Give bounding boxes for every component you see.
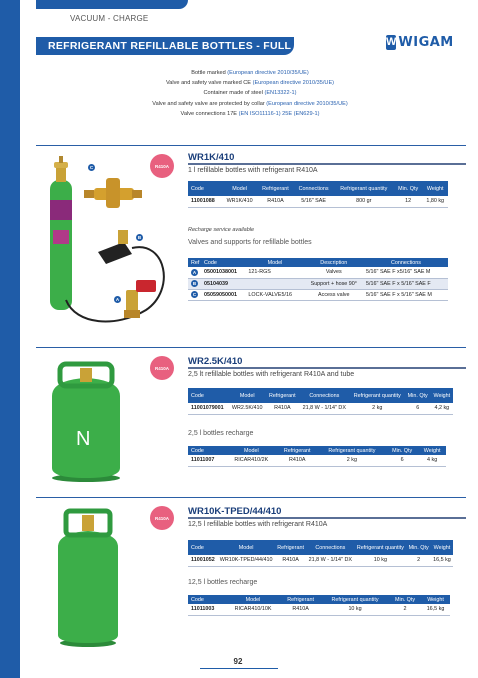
product-title-underline bbox=[188, 367, 466, 369]
product-image-wr1k bbox=[36, 150, 186, 340]
product-title-underline bbox=[188, 517, 466, 519]
product-table bbox=[188, 181, 448, 208]
image-label-c: C bbox=[89, 165, 94, 170]
page-number: 92 bbox=[233, 657, 243, 666]
service-note: Recharge service available bbox=[188, 227, 255, 233]
product-description: 1 l refillable bottles with refrigerant R410A bbox=[188, 167, 318, 174]
page-title: REFRIGERANT REFILLABLE BOTTLES - FULL bbox=[48, 40, 292, 52]
image-label-b: B bbox=[137, 235, 142, 240]
section-label: VACUUM - CHARGE bbox=[70, 14, 149, 23]
table-header-row: Code Model Refrigerant Connections Refrigerant quantity Min. Qty Weight bbox=[188, 181, 448, 196]
table-row: 11011003 RICAR410/10K R410A 10 kg 2 16,5 kg bbox=[188, 604, 450, 615]
product-table bbox=[188, 540, 453, 567]
spec-line: Valve and safety valve marked CE (European directive 2010/35/UE) bbox=[165, 80, 335, 87]
product-image-wr10k bbox=[36, 505, 136, 650]
table-header-row: Ref Code Model Description Connections bbox=[188, 258, 448, 267]
page-number-underline bbox=[200, 668, 278, 669]
sub-section-title: Valves and supports for refillable bottles bbox=[188, 239, 312, 246]
table-row: C 05059050001 LOCK-VALVE5/16 Access valve 5/16" SAE F x 5/16" SAE M bbox=[188, 289, 448, 300]
refrigerant-badge: R410A bbox=[150, 506, 174, 530]
spec-list bbox=[100, 68, 400, 119]
brand-name: WIGAM bbox=[398, 34, 454, 50]
product-title: WR10K-TPED/44/410 bbox=[188, 506, 282, 517]
product-title: WR1K/410 bbox=[188, 152, 235, 163]
table-row: 11001088 WR1K/410 R410A 5/16" SAE 800 gr 12 1,80 kg bbox=[188, 196, 448, 207]
image-label-n: N bbox=[76, 428, 91, 450]
sub-section-title: 12,5 l bottles recharge bbox=[188, 579, 258, 586]
table-row: B 05104039 Support + hose 90° 5/16" SAE F x 5/16" SAE F bbox=[188, 278, 448, 289]
image-label-a: A bbox=[115, 297, 120, 302]
spec-line: Valve connections 17E (EN ISO11116-1) 25E (EN629-1) bbox=[180, 110, 320, 117]
accessories-table bbox=[188, 258, 448, 301]
sub-section-title: 2,5 l bottles recharge bbox=[188, 430, 254, 437]
section-divider bbox=[36, 497, 466, 498]
recharge-table bbox=[188, 446, 446, 467]
table-header-row: Code Model Refrigerant Refrigerant quantity Min. Qty Weight bbox=[188, 446, 446, 455]
spec-line: Bottle marked (European directive 2010/35/UE) bbox=[191, 70, 309, 76]
spec-line: Valve and safety valve are protected by collar (European directive 2010/35/UE) bbox=[152, 100, 348, 107]
product-table bbox=[188, 388, 453, 415]
refrigerant-badge: R410A bbox=[150, 356, 174, 380]
table-row: 11001079001 WR2.5K/410 R410A 21,8 W - 1/14" DX 2 kg 6 4,2 kg bbox=[188, 403, 453, 414]
table-row: 11011007 RICAR410/2K R410A 2 kg 6 4 kg bbox=[188, 455, 446, 466]
section-divider bbox=[36, 145, 466, 146]
section-divider bbox=[36, 347, 466, 348]
table-row: 11001052 WR10K-TPED/44/410 R410A 21,8 W - 1/14" DX 10 kg 2 16,5 kg bbox=[188, 555, 453, 566]
product-title: WR2.5K/410 bbox=[188, 356, 243, 367]
section-tab bbox=[36, 0, 188, 9]
spec-line: Container made of steel (EN13322-1) bbox=[203, 90, 297, 97]
brand-logo bbox=[386, 33, 452, 51]
recharge-table bbox=[188, 595, 450, 616]
product-title-underline bbox=[188, 163, 466, 165]
table-header-row: Code Model Refrigerant Refrigerant quantity Min. Qty Weight bbox=[188, 595, 450, 604]
product-image-wr25k bbox=[36, 356, 136, 486]
left-edge-bar bbox=[0, 0, 20, 678]
table-header-row: Code Model Refrigerant Connections Refrigerant quantity Min. Qty Weight bbox=[188, 540, 453, 555]
product-description: 2,5 lt refillable bottles with refrigerant R410A and tube bbox=[188, 371, 355, 378]
brand-logo-icon: W bbox=[386, 36, 397, 48]
product-description: 12,5 l refillable bottles with refrigerant R410A bbox=[188, 521, 328, 528]
refrigerant-badge: R410A bbox=[150, 154, 174, 178]
table-header-row: Code Model Refrigerant Connections Refrigerant quantity Min. Qty Weight bbox=[188, 388, 453, 403]
table-row: A 05001038001 121-RGS Valves 5/16" SAE F x5/16" SAE M bbox=[188, 267, 448, 278]
